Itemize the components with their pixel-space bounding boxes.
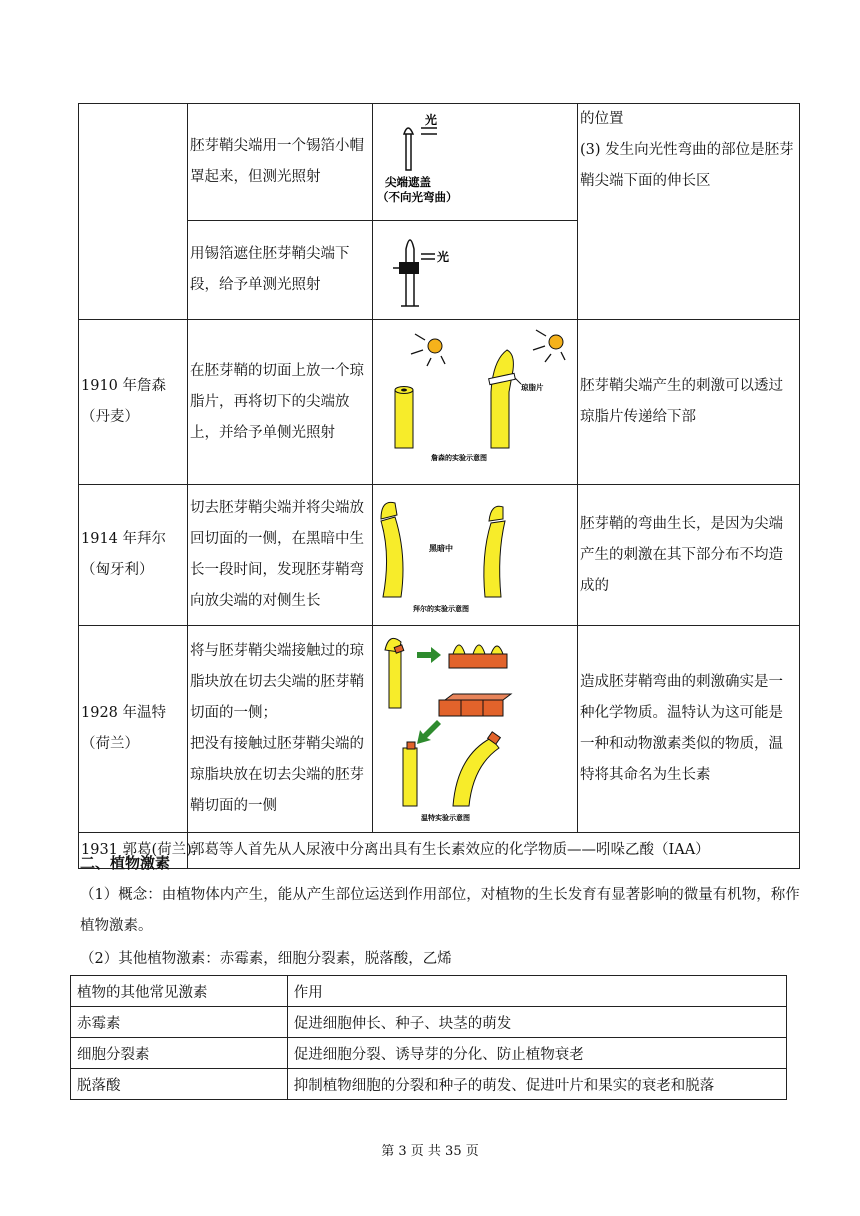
paragraph-concept: （1）概念：由植物体内产生，能从产生部位运送到作用部位，对植物的生长发育有显著影响的微量有机物，称作植物激素。 <box>80 887 800 934</box>
light-label: 光 <box>425 113 438 127</box>
scientist-cell-darwin <box>79 104 188 320</box>
figure-caption: 拜尔的实验示意图 <box>413 605 469 613</box>
table-row <box>71 976 787 1007</box>
figure-went <box>373 626 578 833</box>
figure-caption: 詹森的实验示意图 <box>431 454 487 462</box>
figure-caption: （不向光弯曲） <box>377 190 458 204</box>
scientist-cell: 1928 年温特（荷兰） <box>79 626 188 833</box>
table-row: 细胞分裂素 促进细胞分裂、诱导芽的分化、防止植物衰老 <box>71 1038 787 1069</box>
table-header: 植物的其他常见激素 <box>71 976 288 1007</box>
table-header: 作用 <box>287 976 786 1007</box>
conclusion-cell: 胚芽鞘的弯曲生长，是因为尖端产生的刺激在其下部分布不均造成的 <box>578 485 800 626</box>
method-cell: 将与胚芽鞘尖端接触过的琼脂块放在切去尖端的胚芽鞘切面的一侧； 把没有接触过胚芽鞘尖端的琼脂块放在切去尖端的胚芽鞘切面的一侧 <box>188 626 373 833</box>
light-label: 光 <box>437 250 450 264</box>
table-row: 脱落酸 抑制植物细胞的分裂和种子的萌发、促进叶片和果实的衰老和脱落 <box>71 1069 787 1100</box>
table-row: 赤霉素 促进细胞伸长、种子、块茎的萌发 <box>71 1007 787 1038</box>
history-table <box>78 103 800 869</box>
description-cell: 郭葛等人首先从人尿液中分离出具有生长素效应的化学物质——吲哚乙酸（IAA） <box>188 833 800 869</box>
figure-tinfoil-lower <box>373 221 578 320</box>
paragraph-other-hormones: （2）其他植物激素：赤霉素，细胞分裂素，脱落酸，乙烯 <box>80 951 452 967</box>
dark-label: 黑暗中 <box>429 544 453 553</box>
page-footer: 第 3 页 共 35 页 <box>381 1144 479 1159</box>
section-title: 二、植物激素 <box>80 854 171 872</box>
figure-paal <box>373 485 578 626</box>
scientist-cell: 1914 年拜尔（匈牙利） <box>79 485 188 626</box>
conclusion-cell: 造成胚芽鞘弯曲的刺激确实是一种化学物质。温特认为这可能是一种和动物激素类似的物质，温特将其命名为生长素 <box>578 626 800 833</box>
hormone-table <box>70 975 787 1100</box>
method-cell: 用锡箔遮住胚芽鞘尖端下段，给予单测光照射 <box>188 221 373 320</box>
figure-tinfoil-tip <box>373 104 578 221</box>
figure-boysen <box>373 320 578 485</box>
method-cell: 在胚芽鞘的切面上放一个琼脂片，再将切下的尖端放上，并给予单侧光照射 <box>188 320 373 485</box>
figure-caption: 温特实验示意图 <box>421 814 470 822</box>
figure-caption: 尖端遮盖 <box>385 175 431 189</box>
method-cell: 胚芽鞘尖端用一个锡箔小帽罩起来，但测光照射 <box>188 104 373 221</box>
scientist-cell: 1931 郭葛(荷兰) <box>79 833 188 869</box>
agar-label: 琼脂片 <box>521 383 544 392</box>
scientist-cell: 1910 年詹森（丹麦） <box>79 320 188 485</box>
method-cell: 切去胚芽鞘尖端并将尖端放回切面的一侧，在黑暗中生长一段时间，发现胚芽鞘弯向放尖端的对侧生长 <box>188 485 373 626</box>
conclusion-cell-darwin: 的位置 (3) 发生向光性弯曲的部位是胚芽鞘尖端下面的伸长区 <box>578 104 800 320</box>
conclusion-cell: 胚芽鞘尖端产生的刺激可以透过琼脂片传递给下部 <box>578 320 800 485</box>
